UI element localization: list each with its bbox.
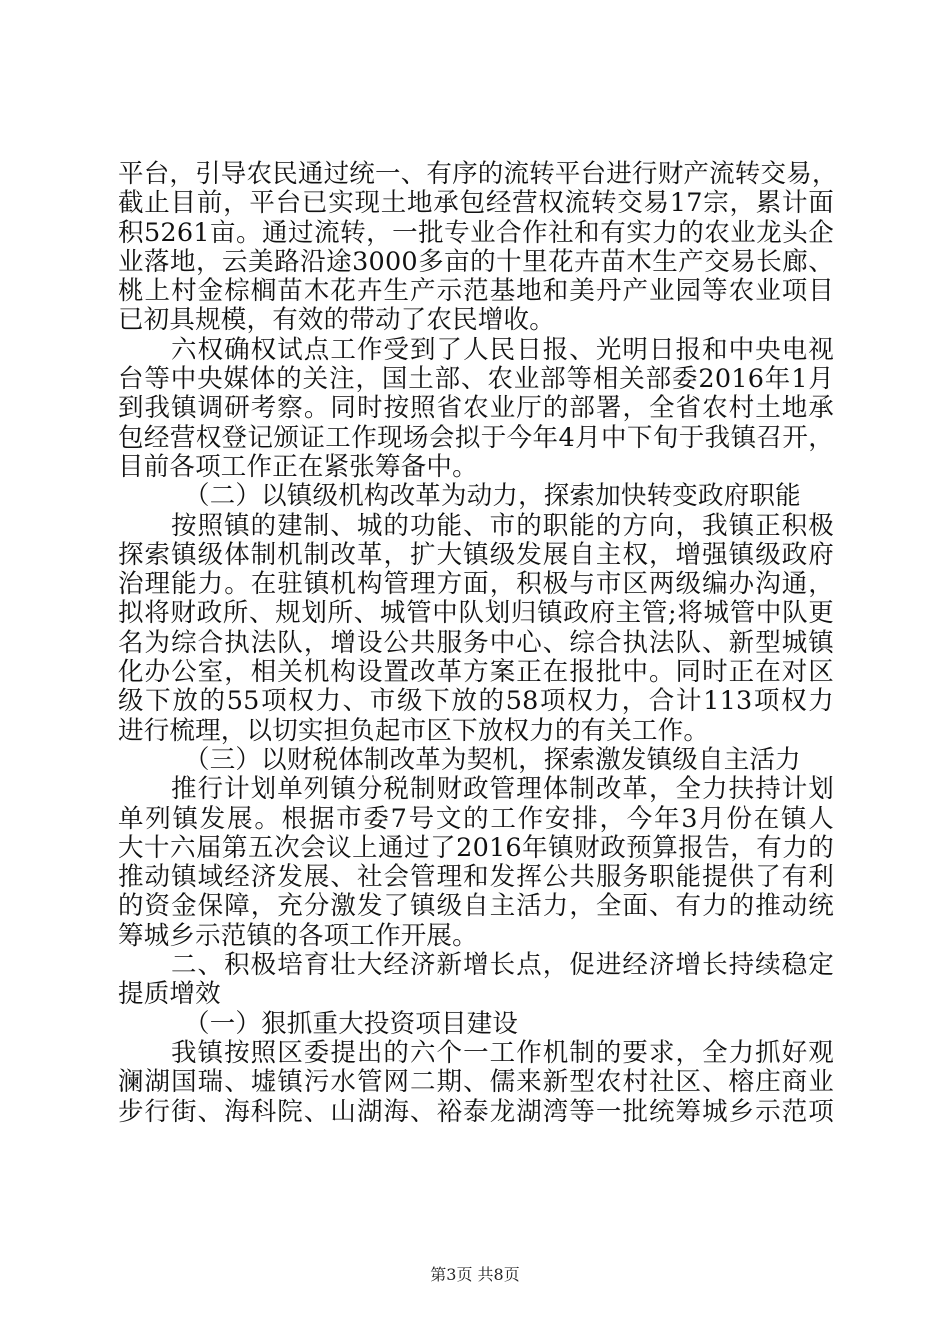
paragraph-line: 已初具规模，有效的带动了农民增收。 — [118, 305, 555, 336]
paragraph-line: 业落地，云美路沿途3000多亩的十里花卉苗木生产交易长廊、 — [118, 246, 834, 277]
paragraph-line: 大十六届第五次会议上通过了2016年镇财政预算报告，有力的 — [118, 832, 834, 863]
paragraph-line: 提质增效 — [118, 979, 221, 1010]
paragraph-line: 积5261亩。通过流转，一批专业合作社和有实力的农业龙头企 — [118, 217, 834, 248]
paragraph-line: 按照镇的建制、城的功能、市的职能的方向，我镇正积极 — [171, 510, 834, 541]
paragraph-line: 进行梳理，以切实担负起市区下放权力的有关工作。 — [118, 715, 710, 746]
paragraph-line: 治理能力。在驻镇机构管理方面，积极与市区两级编办沟通， — [118, 569, 834, 600]
section-heading-line: （一）狠抓重大投资项目建设 — [184, 1008, 519, 1039]
paragraph-line: 到我镇调研考察。同时按照省农业厅的部署，全省农村土地承 — [118, 393, 834, 424]
paragraph-line: 单列镇发展。根据市委7号文的工作安排，今年3月份在镇人 — [118, 803, 834, 834]
section-heading-line: （二）以镇级机构改革为动力，探索加快转变政府职能 — [184, 481, 801, 512]
paragraph-line: 平台，引导农民通过统一、有序的流转平台进行财产流转交易， — [118, 159, 838, 189]
page-footer: 第3页 共8页 — [430, 1265, 520, 1284]
paragraph-line: 步行街、海科院、山湖海、裕泰龙湖湾等一批统筹城乡示范项 — [118, 1096, 834, 1127]
document-body — [118, 159, 838, 1127]
paragraph-line: 化办公室，相关机构设置改革方案正在报批中。同时正在对区 — [118, 657, 834, 688]
paragraph-line: 级下放的55项权力、市级下放的58项权力，合计113项权力 — [118, 686, 834, 717]
paragraph-line: 名为综合执法队，增设公共服务中心、综合执法队、新型城镇 — [118, 627, 834, 658]
paragraph-line: 我镇按照区委提出的六个一工作机制的要求，全力抓好观 — [171, 1037, 834, 1068]
paragraph-line: 推动镇域经济发展、社会管理和发挥公共服务职能提供了有利 — [118, 862, 834, 893]
paragraph-line: 筹城乡示范镇的各项工作开展。 — [118, 920, 478, 951]
paragraph-line: 推行计划单列镇分税制财政管理体制改革，全力扶持计划 — [171, 774, 834, 805]
paragraph-line: 二、积极培育壮大经济新增长点，促进经济增长持续稳定 — [171, 950, 834, 981]
paragraph-line: 包经营权登记颁证工作现场会拟于今年4月中下旬于我镇召开， — [118, 422, 834, 453]
paragraph-line: 目前各项工作正在紧张筹备中。 — [118, 451, 478, 482]
paragraph-line: 台等中央媒体的关注，国土部、农业部等相关部委2016年1月 — [118, 364, 834, 395]
paragraph-line: 截止目前，平台已实现土地承包经营权流转交易17宗，累计面 — [118, 188, 834, 219]
paragraph-line: 拟将财政所、规划所、城管中队划归镇政府主管;将城管中队更 — [118, 598, 834, 629]
paragraph-line: 的资金保障，充分激发了镇级自主活力，全面、有力的推动统 — [118, 891, 834, 922]
paragraph-line: 六权确权试点工作受到了人民日报、光明日报和中央电视 — [171, 334, 834, 365]
paragraph-line: 探索镇级体制机制改革，扩大镇级发展自主权，增强镇级政府 — [118, 539, 834, 570]
section-heading-line: （三）以财税体制改革为契机，探索激发镇级自主活力 — [184, 744, 801, 775]
paragraph-line: 桃上村金棕榈苗木花卉生产示范基地和美丹产业园等农业项目 — [118, 276, 834, 307]
paragraph-line: 澜湖国瑞、墟镇污水管网二期、儒来新型农村社区、榕庄商业 — [118, 1067, 834, 1098]
